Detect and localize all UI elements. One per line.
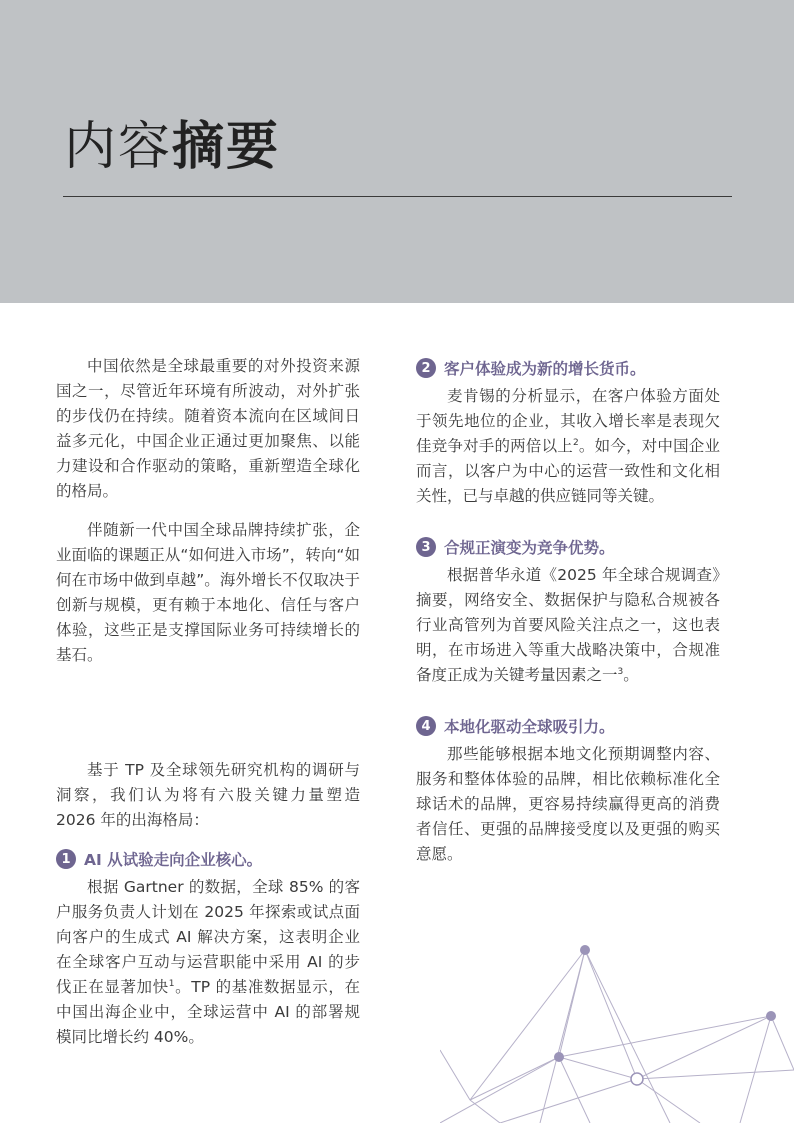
section-4-heading: [416, 714, 720, 738]
section-3-title: 合规正演变为竞争优势。: [444, 539, 615, 557]
section-3-number-badge: 3: [416, 537, 436, 557]
left-column-intro: [56, 354, 360, 668]
section-2-heading: [416, 356, 720, 380]
page-title-light: 内容: [64, 117, 173, 177]
footnote-ref-1: 1: [168, 978, 175, 989]
intro-paragraph-1: 中国依然是全球最重要的对外投资来源国之一，尽管近年环境有所波动，对外扩张的步伐仍在持续。随着资本流向在区域间日益多元化，中国企业正通过更加聚焦、以能力建设和合作驱动的策略，重新塑造全球化的格局。: [56, 357, 360, 500]
right-column: [416, 356, 720, 867]
section-1-body-text-cont: 。TP 的基准数据显示，在中国出海企业中，全球运营中 AI 的部署规模同比增长约 40%。: [56, 978, 360, 1046]
title-divider: [63, 196, 732, 197]
footnote-ref-3: 3: [617, 666, 624, 677]
left-column-forces: [56, 758, 360, 1050]
section-2-body-text: 麦肯锡的分析显示，在客户体验方面处于领先地位的企业，其收入增长率是表现欠佳竞争对手的两倍以上: [416, 387, 720, 455]
section-1-number-badge: 1: [56, 849, 76, 869]
section-2-body: [416, 384, 720, 509]
footnote-ref-2: 2: [572, 437, 579, 448]
page-title-bold: 摘要: [172, 117, 281, 177]
section-2-body-text-cont: 。如今，对中国企业而言，以客户为中心的运营一致性和文化相关性，已与卓越的供应链同等关键。: [416, 437, 720, 505]
section-4-title: 本地化驱动全球吸引力。: [444, 718, 615, 736]
section-3-body-text: 根据普华永道《2025 年全球合规调查》摘要，网络安全、数据保护与隐私合规被各行业高管列为首要风险关注点之一，这也表明，在市场进入等重大战略决策中，合规准备度正成为关键考量因素之一: [416, 566, 720, 684]
intro-paragraph-2: 伴随新一代中国全球品牌持续扩张，企业面临的课题正从“如何进入市场”，转向“如何在市场中做到卓越”。海外增长不仅取决于创新与规模，更有赖于本地化、信任与客户体验，这些正是支撑国际业务可持续增长的基石。: [56, 521, 360, 664]
section-1-body: [56, 875, 360, 1050]
section-1-body-text: 根据 Gartner 的数据，全球 85% 的客户服务负责人计划在 2025 年探索或试点面向客户的生成式 AI 解决方案，这表明企业在全球客户互动与运营职能中采用 AI 的步伐正在显著加快: [56, 878, 360, 996]
section-3-body: [416, 563, 720, 688]
section-4-number-badge: 4: [416, 716, 436, 736]
section-2-title: 客户体验成为新的增长货币。: [444, 360, 646, 378]
section-1-title: AI 从试验走向企业核心。: [84, 851, 263, 869]
intro-paragraph-3: 基于 TP 及全球领先研究机构的调研与洞察，我们认为将有六股关键力量塑造 2026 年的出海格局：: [56, 761, 360, 829]
section-4-body: 那些能够根据本地文化预期调整内容、服务和整体体验的品牌，相比依赖标准化全球话术的品牌，更容易持续赢得更高的消费者信任、更强的品牌接受度以及更强的购买意愿。: [416, 745, 720, 863]
section-2-number-badge: 2: [416, 358, 436, 378]
section-3-heading: [416, 535, 720, 559]
section-3-body-text-cont: 。: [623, 666, 639, 684]
page-title: [64, 104, 280, 179]
decorative-network-graphic: [440, 930, 794, 1123]
section-1-heading: [56, 847, 360, 871]
